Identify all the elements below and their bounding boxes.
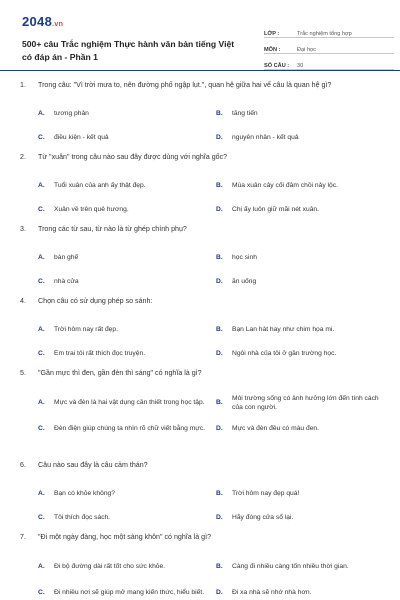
option-letter: B. bbox=[216, 182, 223, 190]
question-text: "Đi một ngày đàng, học một sàng khôn" có nghĩa là gì? bbox=[38, 533, 212, 541]
answer-option-a[interactable] bbox=[38, 554, 208, 580]
question-stem bbox=[20, 80, 380, 102]
meta-label: LỚP : bbox=[264, 31, 280, 37]
question-number: 4. bbox=[20, 297, 26, 305]
meta-row-subject bbox=[264, 40, 394, 54]
logo-suffix-text: .vn bbox=[52, 21, 64, 28]
option-text: Tôi thích đọc sách. bbox=[54, 514, 111, 522]
question-stem bbox=[20, 460, 380, 482]
option-text: Bạn Lan hát hay như chim họa mi. bbox=[232, 326, 335, 334]
answer-options bbox=[38, 174, 380, 222]
option-text: Bạn có khỏe không? bbox=[54, 490, 115, 498]
question-stem bbox=[20, 532, 380, 554]
option-letter: D. bbox=[216, 350, 223, 358]
option-text: Xuân về trên quê hương. bbox=[54, 206, 129, 214]
site-logo[interactable] bbox=[22, 14, 63, 29]
option-letter: D. bbox=[216, 589, 223, 597]
option-text: Đi bộ đường dài rất tốt cho sức khỏe. bbox=[54, 563, 166, 571]
option-letter: D. bbox=[216, 514, 223, 522]
answer-option-b[interactable] bbox=[216, 174, 386, 198]
meta-value: 30 bbox=[297, 63, 304, 69]
option-letter: A. bbox=[38, 110, 45, 118]
option-letter: C. bbox=[38, 425, 45, 433]
answer-option-a[interactable] bbox=[38, 482, 208, 506]
answer-option-a[interactable] bbox=[38, 102, 208, 126]
answer-option-c[interactable] bbox=[38, 198, 208, 222]
option-letter: B. bbox=[216, 563, 223, 571]
option-text: Em trai tôi rất thích đọc truyện. bbox=[54, 350, 146, 358]
question-stem bbox=[20, 152, 380, 174]
question-text: Trong câu: "Vì trời mưa to, nên đường phố ngập lụt.", quan hệ giữa hai vế câu là quan hệ gì? bbox=[38, 81, 332, 89]
question-number: 5. bbox=[20, 369, 26, 377]
question-item bbox=[20, 296, 380, 366]
meta-info bbox=[264, 24, 394, 72]
answer-option-a[interactable] bbox=[38, 246, 208, 270]
option-letter: A. bbox=[38, 254, 45, 262]
meta-row-count bbox=[264, 56, 394, 70]
option-text: Trời hôm nay đẹp quá! bbox=[232, 490, 300, 498]
option-text: Môi trường sống có ảnh hưởng lớn đến tính cách của con người. bbox=[232, 394, 379, 411]
question-item bbox=[20, 224, 380, 294]
option-text: Trời hôm nay rất đẹp. bbox=[54, 326, 118, 334]
question-number: 6. bbox=[20, 461, 26, 469]
option-letter: C. bbox=[38, 206, 45, 214]
answer-options bbox=[38, 390, 380, 442]
option-letter: B. bbox=[216, 110, 223, 118]
answer-option-d[interactable] bbox=[216, 198, 386, 222]
answer-option-d[interactable] bbox=[216, 506, 386, 530]
answer-options bbox=[38, 246, 380, 294]
question-number: 3. bbox=[20, 225, 26, 233]
question-item bbox=[20, 152, 380, 222]
option-letter: B. bbox=[216, 490, 223, 498]
option-letter: A. bbox=[38, 563, 45, 571]
option-letter: C. bbox=[38, 350, 45, 358]
option-letter: B. bbox=[216, 326, 223, 334]
option-text: Chị ấy luôn giữ mãi nét xuân. bbox=[232, 206, 320, 214]
answer-options bbox=[38, 482, 380, 530]
question-text: Câu nào sau đây là câu cảm thán? bbox=[38, 461, 148, 469]
question-text: Từ "xuân" trong câu nào sau đây được dùng với nghĩa gốc? bbox=[38, 153, 228, 161]
meta-row-class bbox=[264, 24, 394, 38]
option-text: Càng đi nhiều càng tốn nhiều thời gian. bbox=[232, 563, 349, 571]
question-item bbox=[20, 80, 380, 150]
answer-option-c[interactable] bbox=[38, 342, 208, 366]
answer-option-d[interactable] bbox=[216, 126, 386, 150]
meta-label: SỐ CÂU : bbox=[264, 63, 290, 69]
answer-option-a[interactable] bbox=[38, 390, 208, 416]
option-letter: C. bbox=[38, 589, 45, 597]
option-letter: C. bbox=[38, 278, 45, 286]
answer-option-d[interactable] bbox=[216, 416, 386, 442]
answer-option-d[interactable] bbox=[216, 580, 386, 600]
question-number: 1. bbox=[20, 81, 26, 89]
option-letter: A. bbox=[38, 326, 45, 334]
option-text: tăng tiến bbox=[232, 110, 258, 118]
answer-option-b[interactable] bbox=[216, 318, 386, 342]
document-header bbox=[14, 10, 386, 78]
option-text: Mực và đèn đều có màu đen. bbox=[232, 425, 320, 433]
option-letter: A. bbox=[38, 182, 45, 190]
answer-options bbox=[38, 554, 380, 600]
meta-label: MÔN : bbox=[264, 47, 281, 53]
header-divider bbox=[0, 70, 400, 71]
answer-option-d[interactable] bbox=[216, 270, 386, 294]
option-text: Hãy đóng cửa sổ lại. bbox=[232, 514, 294, 522]
option-text: Mùa xuân cây cối đâm chồi nảy lộc. bbox=[232, 182, 338, 190]
option-text: nhà cửa bbox=[54, 278, 79, 286]
option-text: Ngôi nhà của tôi ở gần trường học. bbox=[232, 350, 337, 358]
option-text: Đèn điện giúp chúng ta nhìn rõ chữ viết bằng mực. bbox=[54, 425, 205, 433]
answer-option-a[interactable] bbox=[38, 174, 208, 198]
meta-value: Đại học bbox=[297, 47, 316, 53]
question-stem bbox=[20, 368, 380, 390]
question-text: Trong các từ sau, từ nào là từ ghép chính phụ? bbox=[38, 225, 187, 233]
question-text: Chọn câu có sử dụng phép so sánh: bbox=[38, 297, 153, 305]
option-text: tương phản bbox=[54, 110, 89, 118]
option-text: Đi nhiều nơi sẽ giúp mở mang kiến thức, hiểu biết. bbox=[54, 589, 205, 597]
question-stem bbox=[20, 296, 380, 318]
option-letter: D. bbox=[216, 134, 223, 142]
option-text: nguyên nhân - kết quả bbox=[232, 134, 299, 142]
option-letter: C. bbox=[38, 514, 45, 522]
option-text: Đi xa nhà sẽ nhớ nhà hơn. bbox=[232, 589, 312, 597]
answer-option-c[interactable] bbox=[38, 270, 208, 294]
answer-option-c[interactable] bbox=[38, 416, 208, 442]
option-text: điều kiện - kết quả bbox=[54, 134, 109, 142]
answer-option-c[interactable] bbox=[38, 126, 208, 150]
question-text: "Gần mực thì đen, gần đèn thì sáng" có nghĩa là gì? bbox=[38, 369, 202, 377]
option-letter: B. bbox=[216, 399, 223, 407]
answer-option-b[interactable] bbox=[216, 390, 386, 416]
option-letter: D. bbox=[216, 278, 223, 286]
question-number: 2. bbox=[20, 153, 26, 161]
option-text: Mực và đèn là hai vật dụng cần thiết trong học tập. bbox=[54, 399, 205, 407]
option-text: ăn uống bbox=[232, 278, 257, 286]
logo-main-text: 2048 bbox=[22, 14, 53, 29]
option-text: Tuổi xuân của anh ấy thật đẹp. bbox=[54, 182, 146, 190]
answer-option-b[interactable] bbox=[216, 246, 386, 270]
question-item bbox=[20, 368, 380, 442]
answer-option-b[interactable] bbox=[216, 554, 386, 580]
option-letter: D. bbox=[216, 425, 223, 433]
answer-option-b[interactable] bbox=[216, 102, 386, 126]
option-letter: D. bbox=[216, 206, 223, 214]
answer-option-a[interactable] bbox=[38, 318, 208, 342]
question-stem bbox=[20, 224, 380, 246]
option-letter: B. bbox=[216, 254, 223, 262]
answer-options bbox=[38, 318, 380, 366]
answer-option-d[interactable] bbox=[216, 342, 386, 366]
answer-option-b[interactable] bbox=[216, 482, 386, 506]
answer-option-c[interactable] bbox=[38, 580, 208, 600]
document-title: 500+ câu Trắc nghiệm Thực hành văn bản tiếng Việt có đáp án - Phần 1 bbox=[22, 39, 235, 62]
question-item bbox=[20, 532, 380, 600]
question-number: 7. bbox=[20, 533, 26, 541]
option-letter: A. bbox=[38, 490, 45, 498]
option-letter: A. bbox=[38, 399, 45, 407]
question-item bbox=[20, 460, 380, 530]
option-text: học sinh bbox=[232, 254, 257, 262]
option-text: bàn ghế bbox=[54, 254, 79, 262]
answer-options bbox=[38, 102, 380, 150]
option-letter: C. bbox=[38, 134, 45, 142]
answer-option-c[interactable] bbox=[38, 506, 208, 530]
meta-value: Trắc nghiệm tổng hợp bbox=[297, 31, 352, 37]
